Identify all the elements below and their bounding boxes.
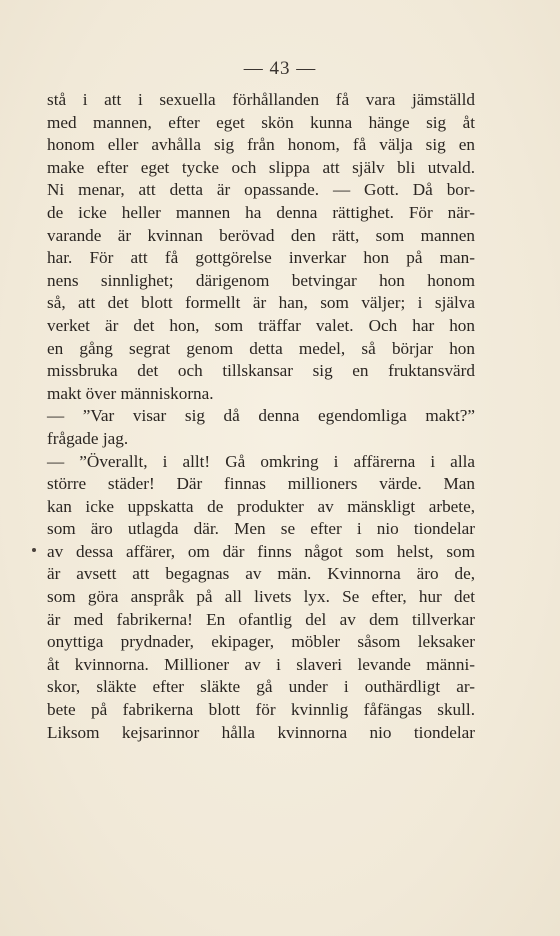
text-line: verket är det hon, som träffar valet. Och har hon	[47, 315, 475, 335]
text-line: — ”Var visar sig då denna egendomliga makt?”	[47, 406, 475, 426]
text-line: stå i att i sexuella förhållanden få vara jämställd	[47, 90, 475, 109]
text-line: frågade jag.	[47, 428, 129, 448]
text-line: så, att det blott formellt är han, som väljer; i själva	[47, 293, 475, 313]
text-line: en gång segrat genom detta medel, så börjar hon	[47, 338, 475, 358]
text-line: skor, släkte efter släkte gå under i outhärdligt ar-	[47, 677, 475, 697]
text-line: som göra anspråk på all livets lyx. Se efter, hur det	[47, 587, 475, 607]
text-line: större städer! Där finnas millioners värde. Man	[47, 474, 475, 494]
text-line: Ni menar, att detta är opassande. — Gott. Då bor-	[47, 180, 475, 200]
margin-mark	[32, 548, 36, 552]
text-line: nens sinnlighet; därigenom betvingar hon honom	[47, 270, 475, 290]
text-line: missbruka det och tillskansar sig en fruktansvärd	[47, 361, 475, 381]
text-line: kan icke uppskatta de produkter av mänskligt arbete,	[47, 496, 475, 516]
text-line: av dessa affärer, om där finns något som helst, som	[47, 541, 475, 561]
text-line: — ”Överallt, i allt! Gå omkring i affärerna i alla	[47, 451, 475, 471]
page-number: — 43 —	[243, 58, 317, 79]
text-line: har. För att få gottgörelse inverkar hon på man-	[47, 248, 475, 268]
text-line: Liksom kejsarinnor hålla kvinnorna nio tiondelar	[47, 722, 475, 742]
body-text	[47, 89, 475, 744]
text-line: varande är kvinnan berövad den rätt, som mannen	[47, 225, 475, 245]
text-line: bete på fabrikerna blott för kvinnlig fåfängas skull.	[47, 700, 475, 720]
text-line: med mannen, efter eget skön kunna hänge sig åt	[47, 112, 475, 132]
text-line: honom eller avhålla sig från honom, få välja sig en	[47, 135, 475, 155]
text-line: make efter eget tycke och slippa att själv bli utvald.	[47, 157, 475, 177]
text-line: som äro utlagda där. Men se efter i nio tiondelar	[47, 519, 475, 539]
text-line: onyttiga prydnader, ekipager, möbler såsom leksaker	[47, 632, 475, 652]
text-line: är med fabrikerna! En ofantlig del av dem tillverkar	[47, 609, 475, 629]
text-line: åt kvinnorna. Millioner av i slaveri levande männi-	[47, 654, 475, 674]
text-line: makt över människorna.	[47, 383, 214, 403]
text-line: är avsett att begagnas av män. Kvinnorna äro de,	[47, 564, 475, 584]
text-line: de icke heller mannen ha denna rättighet. För när-	[47, 202, 475, 222]
